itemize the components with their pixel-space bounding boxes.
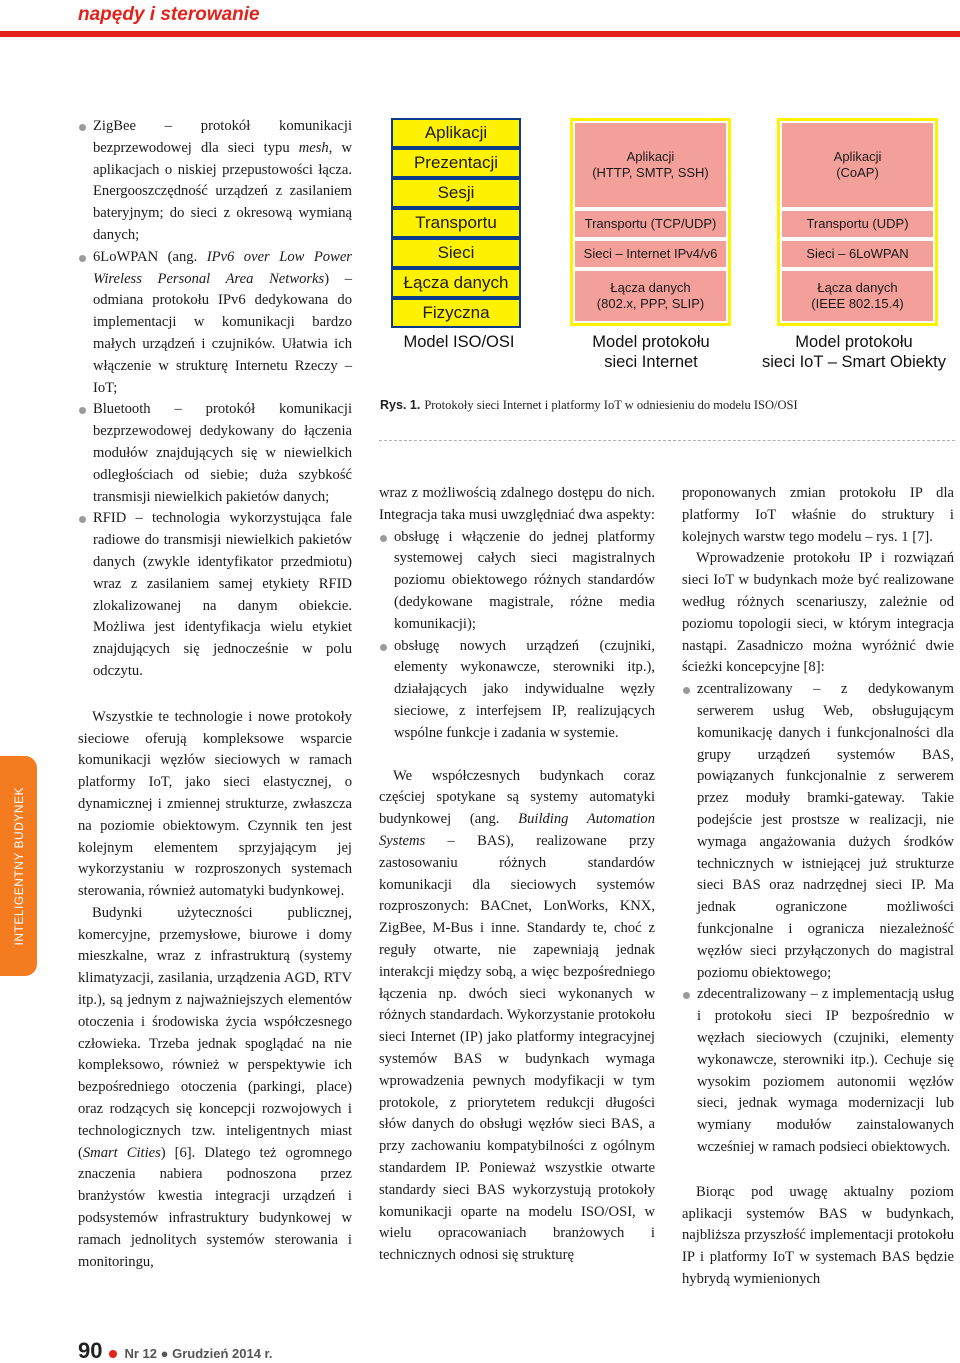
list-item: Bluetooth – protokół komunikacji bezprzewodowej dedykowany do łączenia modułów znajdujących się w niewielkich odległościach od siebie; duża szybkość transmisji niewielkich pakietów danych; [78, 399, 352, 508]
paragraph: Biorąc pod uwagę aktualny poziom aplikacji systemów BAS w budynkach, najbliższa przyszłość implementacji protokołu IP i platformy IoT w systemach BAS będzie hybrydą wymienionych [682, 1183, 954, 1287]
list-item: obsługę nowych urządzeń (czujniki, elementy wykonawcze, sterowniki itp.), działających jako indywidualne węzły sieciowe, z interfejsem IP, realizujących wspólne funkcje i zadania w systemie. [379, 636, 655, 745]
internet-app-layer: Aplikacji (HTTP, SMTP, SSH) [573, 121, 728, 209]
internet-stack [570, 118, 731, 326]
paragraph: Wprowadzenie protokołu IP i rozwiązań sieci IoT w budynkach może być realizowane według różnych scenariuszy, zależnie od poziomu topologii sieci, w którym integracja nastąpi. Zasadniczo można wyróżnić dwie ścieżki koncepcyjne [8]: [682, 550, 954, 676]
aspect-list [379, 527, 655, 745]
list-item: 6LoWPAN (ang. IPv6 over Low Power Wireless Personal Area Networks) – odmiana protokołu IPv6 dedykowana do implementacji w komunikacji bardzo małych urządzeń i czujników. Ułatwia ich włączenie w strukturę Internetu Rzeczy – IoT; [78, 247, 352, 400]
figure-caption-label: Rys. 1. [380, 398, 421, 412]
list-item: zdecentralizowany – z implementacją usług i protokołu sieci IP bezpośrednio w węzłach sieciowych (czujniki, elementy wykonawcze, sterowniki itp.). Cechuje się wysokim poziomem autonomii węzłów sieci, jednak wymaga modernizacji lub wymiany modułów zainstalowanych wcześniej w ramach podsieci obiektowych. [682, 984, 954, 1158]
iot-link-layer: Łącza danych (IEEE 802.15.4) [780, 269, 935, 323]
osi-layer: Łącza danych [391, 268, 521, 298]
paragraph: proponowanych zmian protokołu IP dla platformy IoT właśnie do struktury i kolejnych warstw tego modelu – rys. 1 [7]. [682, 485, 954, 545]
column-2 [379, 483, 655, 1267]
osi-layer: Aplikacji [391, 118, 521, 148]
iot-transport-layer: Transportu (UDP) [780, 209, 935, 239]
scenario-list [682, 679, 954, 1159]
iot-stack [777, 118, 938, 326]
figure-caption-text: Protokoły sieci Internet i platformy IoT w odniesieniu do modelu ISO/OSI [424, 398, 798, 412]
paragraph: wraz z możliwością zdalnego dostępu do nich. Integracja taka musi uwzględniać dwa aspekty: [379, 485, 655, 523]
header-rule [0, 31, 960, 37]
side-tab [0, 756, 37, 976]
iot-network-layer: Sieci – 6LoWPAN [780, 239, 935, 269]
osi-layer: Sesji [391, 178, 521, 208]
internet-link-layer: Łącza danych (802.x, PPP, SLIP) [573, 269, 728, 323]
page-footer [78, 1338, 273, 1363]
figure-caption [380, 398, 940, 413]
osi-layer: Prezentacji [391, 148, 521, 178]
internet-model-label: Model protokołu sieci Internet [592, 333, 710, 371]
osi-model-label: Model ISO/OSI [403, 333, 515, 351]
list-item: RFID – technologia wykorzystująca fale radiowe do transmisji niewielkich pakietów danych (zwykle identyfikator przedmiotu) wraz z zasilaniem samej etykiety RFID zlokalizowanej na danym obiekcie. Możliwa jest identyfikacja wielu etykiet znajdujących się jednocześnie w polu odczytu. [78, 508, 352, 682]
bullet-dot-icon [109, 1350, 117, 1358]
section-header: napędy i sterowanie [78, 4, 260, 25]
list-item: obsługę i włączenie do jednej platformy systemowej całych sieci magistralnych poziomu obiektowego różnych standardów (dedykowane magistrale, różne media komunikacji); [379, 527, 655, 636]
page-number: 90 [78, 1338, 103, 1363]
side-tab-label: INTELIGENTNY BUDYNEK [11, 786, 26, 946]
list-item: zcentralizowany – z dedykowanym serwerem usług Web, obsługującym komunikację danych i funkcjonalności dla grupy urządzeń systemów BAS, powiązanych funkcjonalnie z serwerem przez moduły bramki-gateway. Takie podejście jest prostsze w realizacji, nie wymaga angażowania dużych środków technicznych w istniejącej już strukturze sieci BAS oraz nadrzędnej sieci IP. Ma jednak ograniczone możliwości funkcjonalne i ogranicza niezależność węzłów sieci przyłączonych do magistral poziomu obiektowego; [682, 679, 954, 984]
osi-stack [391, 118, 521, 330]
iot-model-label: Model protokołu sieci IoT – Smart Obiekty [761, 333, 946, 371]
column-1 [78, 116, 352, 1273]
list-item: ZigBee – protokół komunikacji bezprzewodowej dla sieci typu mesh, w aplikacjach o niskiej przepustowości łącza. Energooszczędność urządzeń z zasilaniem bateryjnym; do sieci z okresową wymianą danych; [78, 116, 352, 247]
figure-divider [379, 440, 955, 441]
iot-app-layer: Aplikacji (CoAP) [780, 121, 935, 209]
paragraph: Budynki użyteczności publicznej, komercyjne, przemysłowe, biurowe i domy mieszkalne, wraz z infrastrukturą (systemy klimatyzacji, zasilania, urządzenia AGD, RTV itp.), są jednym z najważniejszych elementów otoczenia i środowiska życia współczesnego człowieka. Trzeba jednak spoglądać na nie kompleksowo, również w perspektywie ich bezpośredniego otoczenia (parkingi, place) oraz rodzących się koncepcji rozwojowych i technologicznych tzw. inteligentnych miast (Smart Cities) [6]. Dlatego też ogromnego znaczenia nabiera podnoszona przez branżystów kwestia integracji urządzeń i podsystemów infrastruktury budynkowej w ramach jednolitych systemów sterowania i monitoringu, [78, 904, 352, 1270]
osi-layer: Fizyczna [391, 298, 521, 328]
osi-layer: Sieci [391, 238, 521, 268]
paragraph: Wszystkie te technologie i nowe protokoły sieciowe oferują kompleksowe wsparcie komunikacji węzłów sieciowych w ramach platformy IoT, jako sieci elastycznej, o dynamicznej i zmiennej strukturze, zwłaszcza na poziomie obiektowym. Czynnik ten jest kolejnym elementem sprzyjającym jej wykorzystaniu w rozproszonych systemach sterowania, również automatyki budynkowej. [78, 708, 352, 900]
osi-layer: Transportu [391, 208, 521, 238]
protocol-list [78, 116, 352, 683]
internet-transport-layer: Transportu (TCP/UDP) [573, 209, 728, 239]
column-3 [682, 483, 954, 1291]
issue-info: Nr 12 ● Grudzień 2014 r. [124, 1346, 273, 1361]
figure-diagram [379, 112, 959, 380]
internet-network-layer: Sieci – Internet IPv4/v6 [573, 239, 728, 269]
paragraph: We współczesnych budynkach coraz częściej spotykane są systemy automatyki budynkowej (ang. Building Automation Systems – BAS), realizowane przy zastosowaniu różnych standardów komunikacji dla sieciowych systemów rozproszonych: BACnet, LonWorks, KNX, ZigBee, M-Bus i inne. Standardy te, choć z reguły otwarte, nie zapewniają jednak interakcji między sobą, a więc bezpośredniego łączenia np. dwóch sieci wykonanych w różnych standardach. Wykorzystanie protokołu sieci Internet (IP) jako platformy integracyjnej systemów BAS w budynkach wymaga wprowadzenia pewnych modyfikacji w tym protokole, z priorytetem redukcji długości słów danych do obsługi węzłów sieci BAS, a przy zachowaniu kompatybilności z ogólnym standardem IP. Ponieważ wszystkie otwarte standardy sieci BAS wykorzystują protokoły komunikacji oparte na modelu ISO/OSI, w wielu opracowaniach branżowych i technicznych odnosi się strukturę [379, 767, 655, 1264]
